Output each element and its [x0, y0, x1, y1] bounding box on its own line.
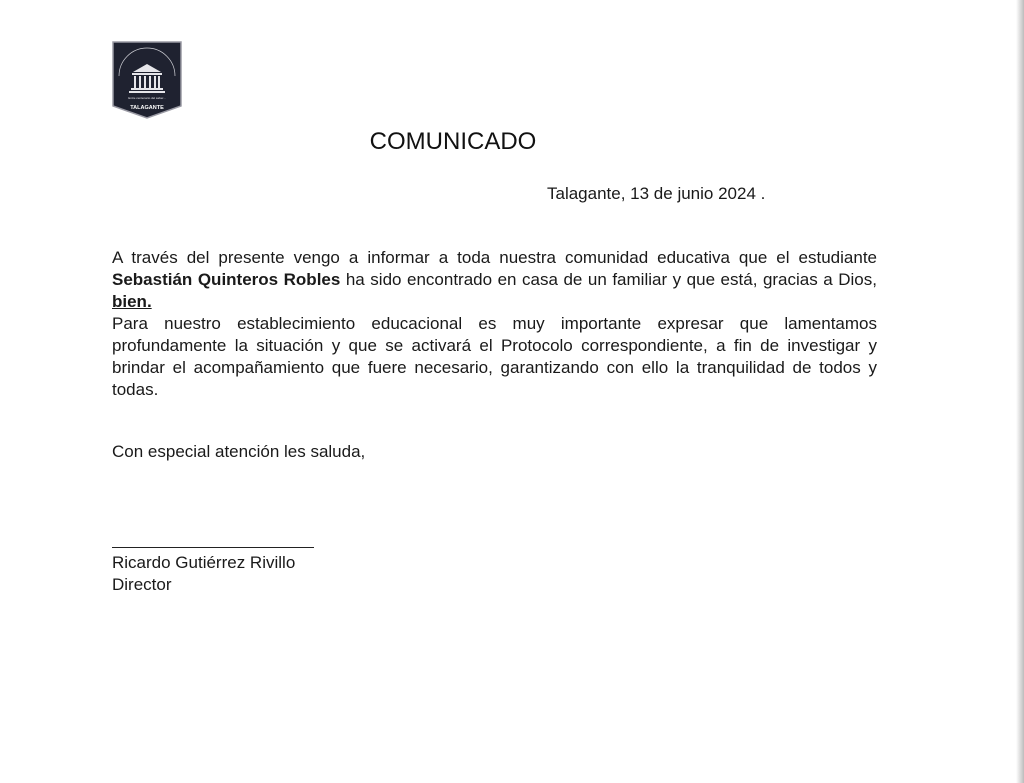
school-crest-logo — [111, 40, 183, 120]
page-edge-shadow — [1016, 0, 1024, 783]
document-date: Talagante, 13 de junio 2024 . — [547, 184, 766, 203]
crest-motto: Entre centenario del saber... — [128, 96, 166, 100]
signer-role: Director — [112, 575, 172, 594]
letter-body — [112, 247, 877, 401]
signature-block — [112, 552, 295, 596]
paragraph-protocol: Para nuestro establecimiento educacional es muy importante expresar que lamentamos profundamente la situación y que se activará el Protocolo correspondiente, a fin de investigar y brindar el acompañamiento que fuere necesario, garantizando con ello la tranquilidad de todos y todas. — [112, 314, 877, 399]
paragraph-announcement: A través del presente vengo a informar a toda nuestra comunidad educativa que el estudiante Sebastián Quinteros Robles ha sido encontrado en casa de un familiar y que está, gracias a Dios, bien. — [112, 248, 877, 311]
closing-greeting: Con especial atención les saluda, — [112, 442, 366, 461]
crest-city: TALAGANTE — [130, 105, 164, 111]
signature-line — [112, 547, 314, 548]
signer-name: Ricardo Gutiérrez Rivillo — [112, 553, 296, 572]
page-title: COMUNICADO — [369, 128, 537, 155]
student-name: Sebastián Quinteros Robles — [112, 270, 341, 289]
status-word: bien. — [112, 292, 152, 311]
